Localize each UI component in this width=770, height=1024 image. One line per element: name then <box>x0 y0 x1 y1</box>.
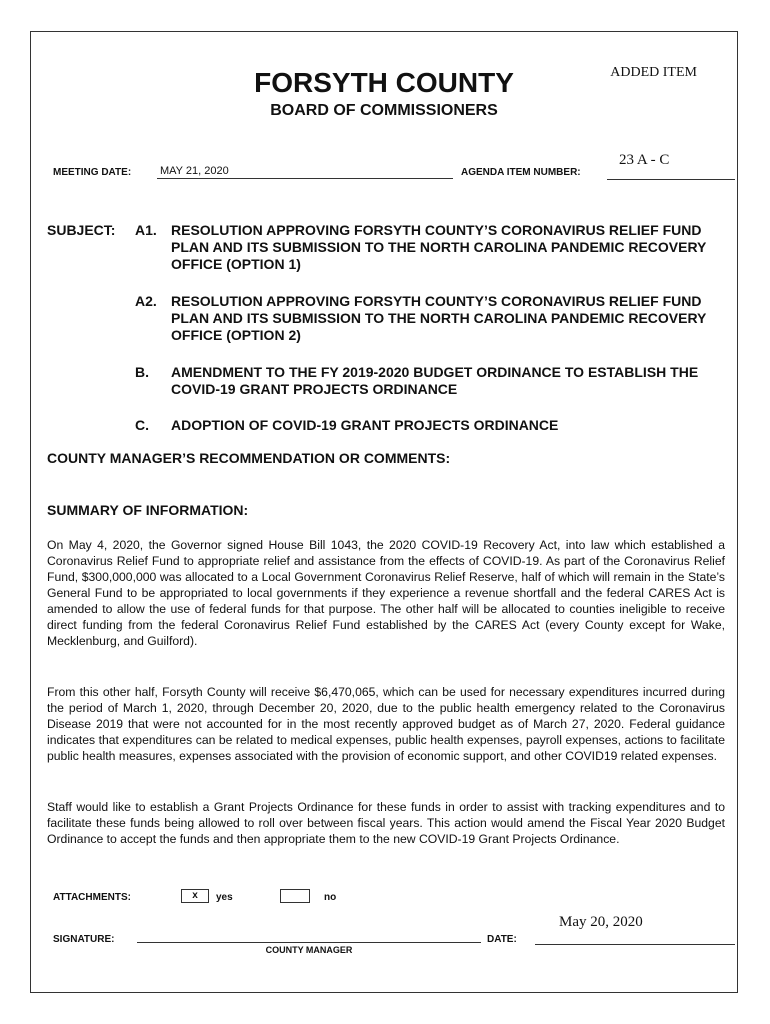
meeting-date-label: MEETING DATE: <box>53 167 132 178</box>
county-manager-label: COUNTY MANAGER <box>265 945 353 955</box>
subject-text-a1: RESOLUTION APPROVING FORSYTH COUNTY’S CORONAVIRUS RELIEF FUND PLAN AND ITS SUBMISSION TO THE NORTH CAROLINA PANDEMIC RECOVERY OFFICE (OPTION 1) <box>171 222 707 272</box>
summary-paragraph-2: From this other half, Forsyth County will receive $6,470,065, which can be used for necessary expenditures incurred during the period of March 1, 2020, through December 20, 2020, due to the public health emergency related to the Coronavirus Disease 2019 that were not accounted for in the most recently approved budget as of March 27, 2020. Federal guidance indicates that expenditures can be related to medical expenses, public health expenses, payroll expenses, actions to facilitate public health measures, expenses associated with the provision of economic support, and other COVID19 related expenses. <box>47 685 725 763</box>
attachments-yes-checkbox[interactable]: x <box>181 889 209 903</box>
subject-text-b: AMENDMENT TO THE FY 2019-2020 BUDGET ORDINANCE TO ESTABLISH THE COVID-19 GRANT PROJECTS ORDINANCE <box>171 364 699 397</box>
recommendation-heading: COUNTY MANAGER’S RECOMMENDATION OR COMMENTS: <box>47 450 451 466</box>
subject-marker-a1: A1. <box>135 222 157 238</box>
attachments-no-label: no <box>324 892 337 903</box>
summary-heading: SUMMARY OF INFORMATION: <box>47 502 249 518</box>
signature-line[interactable] <box>137 928 481 943</box>
subject-marker-c: C. <box>135 417 149 433</box>
document-page <box>30 31 738 993</box>
attachments-label: ATTACHMENTS: <box>53 892 131 903</box>
signature-date-line[interactable] <box>535 914 735 945</box>
subject-text-c: ADOPTION OF COVID-19 GRANT PROJECTS ORDINANCE <box>171 417 559 433</box>
county-title: FORSYTH COUNTY <box>254 67 514 98</box>
subject-marker-a2: A2. <box>135 293 157 309</box>
agenda-item-value: 23 A - C <box>619 152 670 168</box>
attachments-yes-label: yes <box>216 892 233 903</box>
subject-marker-b: B. <box>135 364 149 380</box>
subject-label: SUBJECT: <box>47 222 116 238</box>
added-item-label: ADDED ITEM <box>610 65 697 80</box>
subject-text-a2: RESOLUTION APPROVING FORSYTH COUNTY’S CORONAVIRUS RELIEF FUND PLAN AND ITS SUBMISSION TO THE NORTH CAROLINA PANDEMIC RECOVERY OFFICE (OPTION 2) <box>171 293 707 343</box>
agenda-item-label: AGENDA ITEM NUMBER: <box>461 167 581 178</box>
meeting-date-value: MAY 21, 2020 <box>160 165 229 177</box>
signature-date-value: May 20, 2020 <box>559 914 643 930</box>
meeting-date-line <box>157 164 453 179</box>
board-subtitle: BOARD OF COMMISSIONERS <box>270 102 498 119</box>
agenda-item-line <box>607 152 735 180</box>
summary-paragraph-1: On May 4, 2020, the Governor signed House Bill 1043, the 2020 COVID-19 Recovery Act, into law which established a Coronavirus Relief Fund to appropriate relief and assistance from the effects of COVID-19. As part of the Coronavirus Relief Fund, $300,000,000 was allocated to a Local Government Coronavirus Relief Reserve, half of which will remain in the State’s General Fund to be appropriated to local governments if they experience a revenue shortfall and the federal CARES Act is amended to allow the use of federal funds for that purpose. The other half will be allocated to counties ineligible to receive direct funding from the federal Coronavirus Relief Fund established by the CARES Act (every County except for Wake, Mecklenburg, and Guilford). <box>47 538 725 648</box>
summary-paragraph-3: Staff would like to establish a Grant Projects Ordinance for these funds in order to assist with tracking expenditures and to facilitate these funds being allowed to roll over between fiscal years. This action would amend the Fiscal Year 2020 Budget Ordinance to accept the funds and then appropriate them to the new COVID-19 Grant Projects Ordinance. <box>47 800 725 846</box>
attachments-no-checkbox[interactable] <box>280 889 310 903</box>
signature-label: SIGNATURE: <box>53 934 115 945</box>
signature-date-label: DATE: <box>487 934 517 945</box>
